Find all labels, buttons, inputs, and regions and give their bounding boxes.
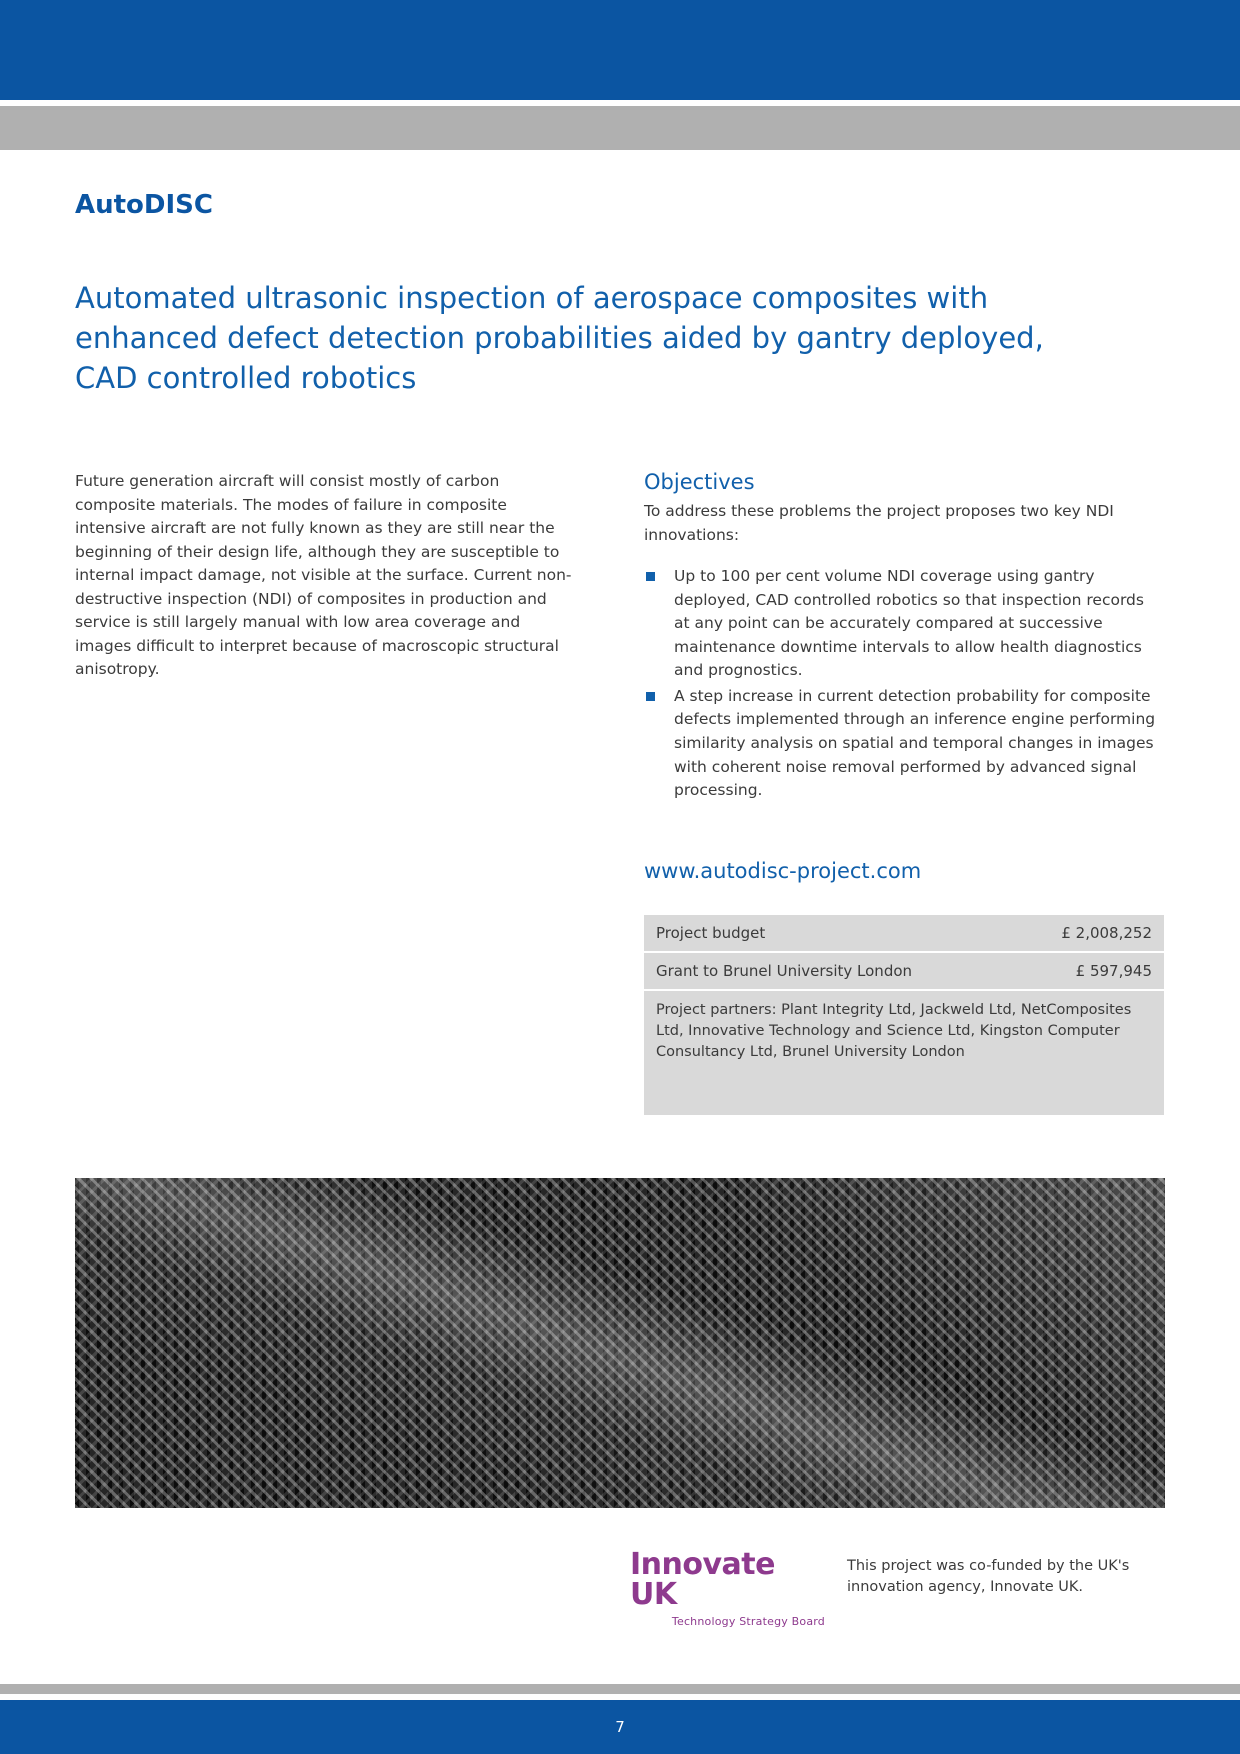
page-title: Automated ultrasonic inspection of aerospace composites with enhanced defect detection probabilities aided by gantry deployed, CAD controlled robotics xyxy=(75,281,1044,396)
innovate-uk-logo xyxy=(630,1547,825,1628)
innovate-uk-wordmark: Innovate UK xyxy=(630,1547,775,1612)
project-code: AutoDISC xyxy=(75,190,213,220)
summary-column xyxy=(75,470,580,1115)
list-item xyxy=(644,685,1164,803)
project-partners: Project partners: Plant Integrity Ltd, Jackweld Ltd, NetComposites Ltd, Innovative Technology and Science Ltd, Kingston Computer Consultancy Ltd, Brunel University London xyxy=(644,990,1164,1115)
grant-label: Grant to Brunel University London xyxy=(644,952,976,990)
objectives-heading: Objectives xyxy=(644,470,755,495)
page-number: 7 xyxy=(615,1718,625,1736)
objective-text: Up to 100 per cent volume NDI coverage using gantry deployed, CAD controlled robotics so that inspection records at any point can be accurately compared at successive maintenance downtime intervals to allow health diagnostics and prognostics. xyxy=(674,567,1144,680)
budget-label: Project budget xyxy=(644,915,976,952)
grant-value: £ 597,945 xyxy=(976,952,1164,990)
square-bullet-icon xyxy=(646,692,655,701)
two-column-body xyxy=(75,470,1165,1115)
funding-footer xyxy=(630,1547,1137,1628)
objectives-list xyxy=(644,565,1164,802)
objective-text: A step increase in current detection probability for composite defects implemented through an inference engine performing similarity analysis on spatial and temporal changes in images with coherent noise removal performed by advanced signal processing. xyxy=(674,686,1156,800)
square-bullet-icon xyxy=(646,572,655,581)
objectives-column xyxy=(644,470,1164,1115)
top-blue-band xyxy=(0,0,1240,100)
table-row xyxy=(644,915,1164,952)
list-item xyxy=(644,565,1164,683)
table-row xyxy=(644,952,1164,990)
bottom-grey-band xyxy=(0,1684,1240,1694)
weave-edge-highlight xyxy=(745,1178,1165,1508)
page-footer-bar xyxy=(0,1700,1240,1754)
table-row xyxy=(644,990,1164,1115)
funding-note: This project was co-funded by the UK's innovation agency, Innovate UK. xyxy=(847,1558,1130,1596)
page-content xyxy=(75,190,1165,1115)
innovate-uk-tagline: Technology Strategy Board xyxy=(671,1615,825,1628)
project-facts-table xyxy=(644,915,1164,1115)
budget-value: £ 2,008,252 xyxy=(976,915,1164,952)
objectives-intro: To address these problems the project proposes two key NDI innovations: xyxy=(644,502,1114,544)
carbon-composite-photo xyxy=(75,1178,1165,1508)
top-grey-band xyxy=(0,106,1240,150)
project-summary: Future generation aircraft will consist mostly of carbon composite materials. The modes of failure in composite intensive aircraft are not fully known as they are still near the beginning of their design life, although they are susceptible to internal impact damage, not visible at the surface. Current non-destructive inspection (NDI) of composites in production and service is still largely manual with low area coverage and images difficult to interpret because of macroscopic structural anisotropy. xyxy=(75,472,572,679)
project-website-link[interactable]: www.autodisc-project.com xyxy=(644,858,922,883)
